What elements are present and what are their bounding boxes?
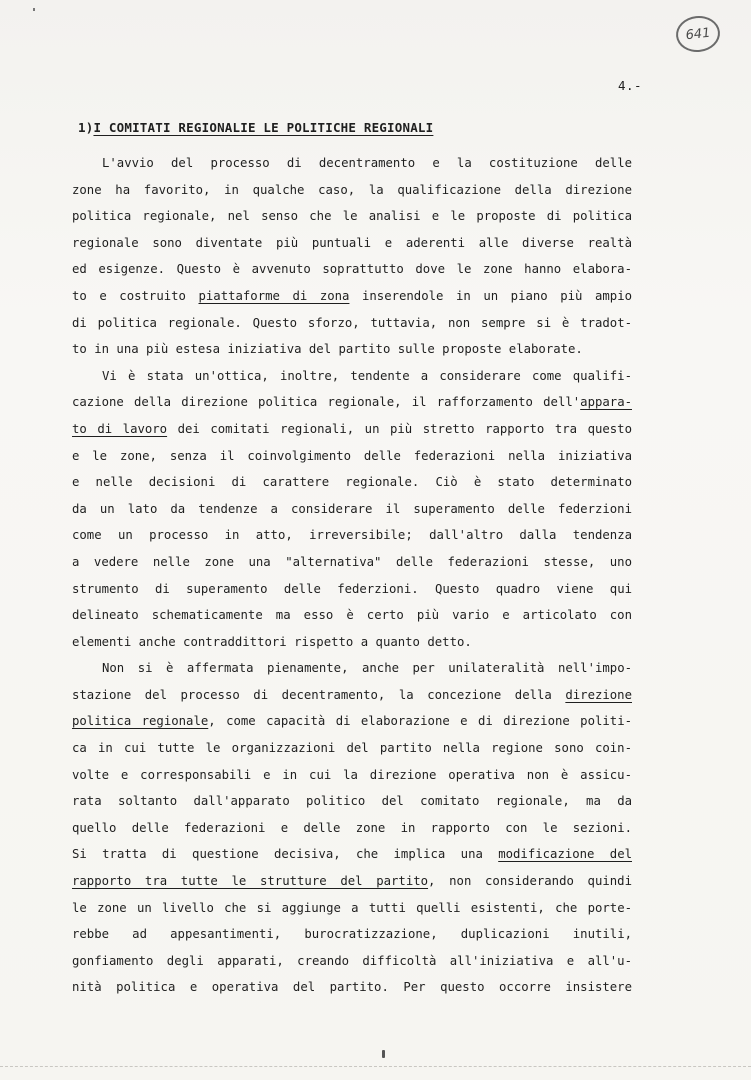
underlined-phrase: rapporto tra tutte le strutture del partito xyxy=(72,874,429,889)
text-line: quello delle federazioni e delle zone in rapporto con le sezioni. xyxy=(72,820,632,835)
text-line: to in una più estesa iniziativa del partito sulle proposte elaborate. xyxy=(72,342,583,357)
scan-speck xyxy=(33,8,35,11)
text-line: di politica regionale. Questo sforzo, tuttavia, non sempre si è tradot- xyxy=(72,315,632,330)
text-line: to di lavoro dei comitati regionali, un più stretto rapporto tra questo xyxy=(72,421,632,436)
underlined-phrase: piattaforme di zona xyxy=(198,288,350,303)
text-line: elementi anche contraddittori rispetto a quanto detto. xyxy=(72,634,472,649)
section-title: I COMITATI REGIONALIE LE POLITICHE REGIONALI xyxy=(93,120,434,135)
archive-number: 641 xyxy=(684,25,712,43)
archive-number-stamp xyxy=(674,14,722,54)
body-text xyxy=(72,150,632,1001)
text-line: e le zone, senza il coinvolgimento delle federazioni nella iniziativa xyxy=(72,448,632,463)
text-line: da un lato da tendenze a considerare il superamento delle federzioni xyxy=(72,501,632,516)
text-line: delineato schematicamente ma esso è certo più vario e articolato con xyxy=(72,608,632,623)
text-line: strumento di superamento delle federzioni. Questo quadro viene qui xyxy=(72,581,632,596)
text-line: regionale sono diventate più puntuali e aderenti alle diverse realtà xyxy=(72,235,632,250)
text-line: le zone un livello che si aggiunge a tutti quelli esistenti, che porte- xyxy=(72,900,632,915)
underlined-phrase: to di lavoro xyxy=(72,421,168,436)
underlined-phrase: modificazione del xyxy=(498,847,632,862)
text-line: politica regionale, nel senso che le analisi e le proposte di politica xyxy=(72,209,632,224)
text-line: ca in cui tutte le organizzazioni del partito nella regione sono coin- xyxy=(72,741,632,756)
text-line: cazione della direzione politica regionale, il rafforzamento dell'appara- xyxy=(72,395,632,410)
text-line: L'avvio del processo di decentramento e la costituzione delle xyxy=(102,156,632,170)
section-heading xyxy=(78,120,433,135)
text-line: politica regionale, come capacità di elaborazione e di direzione politi- xyxy=(72,714,632,729)
text-line: zone ha favorito, in qualche caso, la qualificazione della direzione xyxy=(72,182,632,197)
underlined-phrase: direzione xyxy=(565,687,632,702)
scan-mark xyxy=(382,1050,385,1058)
text-line: a vedere nelle zone una "alternativa" delle federazioni stesse, uno xyxy=(72,554,632,569)
bottom-scan-line xyxy=(0,1066,751,1068)
text-line: come un processo in atto, irreversibile; dall'altro dalla tendenza xyxy=(72,528,632,543)
text-line: Non si è affermata pienamente, anche per unilateralità nell'impo- xyxy=(102,661,632,676)
text-line: stazione del processo di decentramento, la concezione della direzione xyxy=(72,687,632,702)
underlined-phrase: appara- xyxy=(580,395,632,410)
text-line: Si tratta di questione decisiva, che implica una modificazione del xyxy=(72,847,632,862)
text-line: nità politica e operativa del partito. Per questo occorre insistere xyxy=(72,980,632,995)
text-line: to e costruito piattaforme di zona inserendole in un piano più ampio xyxy=(72,288,632,303)
text-line: Vi è stata un'ottica, inoltre, tendente a considerare come qualifi- xyxy=(102,368,632,383)
section-number: 1) xyxy=(78,120,94,135)
text-line: volte e corresponsabili e in cui la direzione operativa non è assicu- xyxy=(72,767,632,782)
underlined-phrase: politica regionale xyxy=(72,714,209,729)
page-number: 4.- xyxy=(618,78,643,93)
text-line: rata soltanto dall'apparato politico del comitato regionale, ma da xyxy=(72,794,632,809)
text-line: e nelle decisioni di carattere regionale. Ciò è stato determinato xyxy=(72,475,632,490)
text-line: rebbe ad appesantimenti, burocratizzazione, duplicazioni inutili, xyxy=(72,927,632,942)
text-line: rapporto tra tutte le strutture del partito, non considerando quindi xyxy=(72,874,632,889)
text-line: ed esigenze. Questo è avvenuto soprattutto dove le zone hanno elabora- xyxy=(72,262,632,277)
text-line: gonfiamento degli apparati, creando difficoltà all'iniziativa e all'u- xyxy=(72,953,632,968)
